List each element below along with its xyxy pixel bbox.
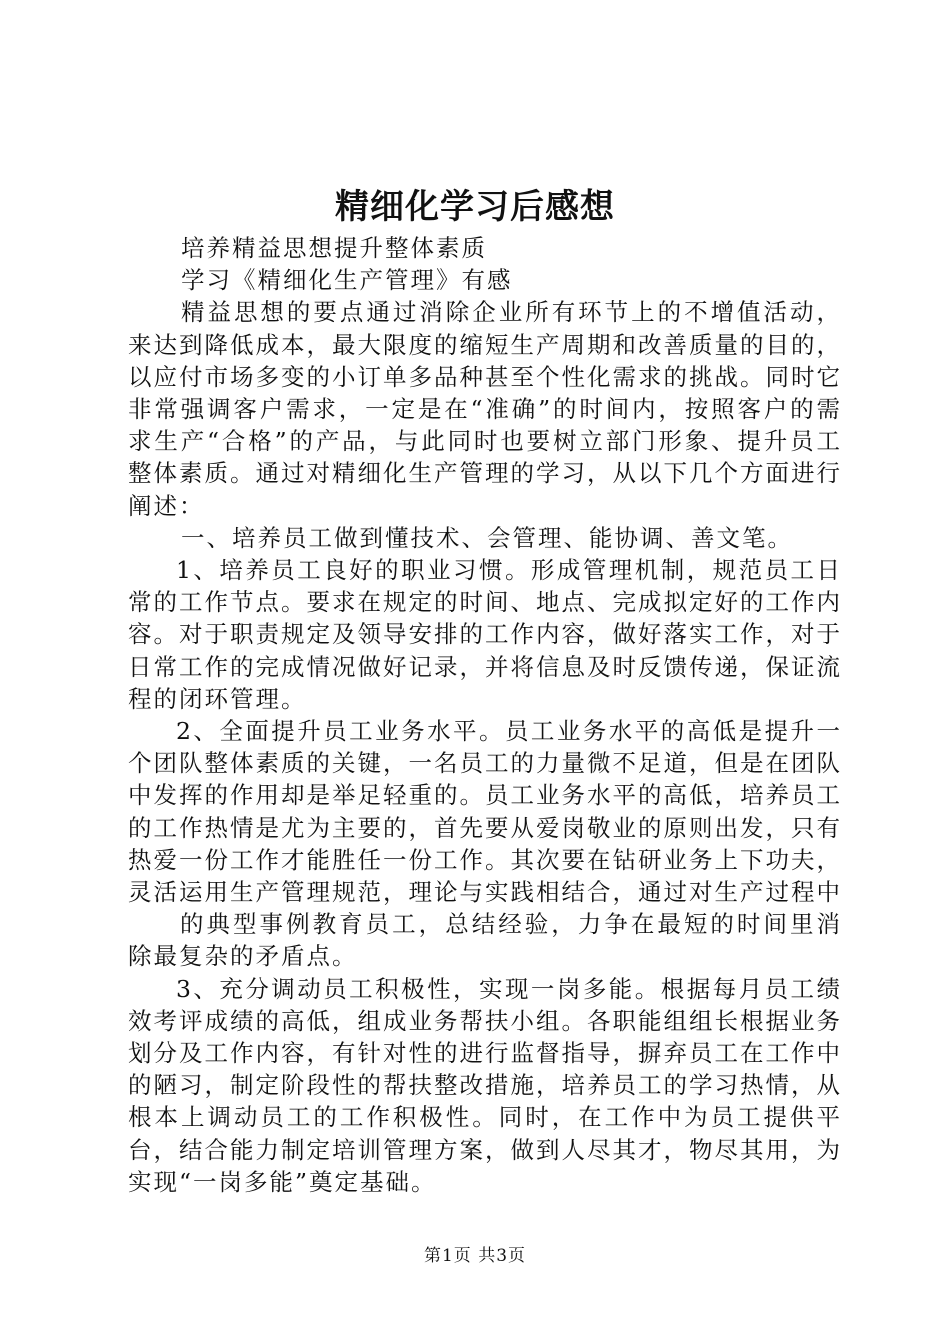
subtitle-line: 培养精益思想提升整体素质 [181, 234, 487, 262]
body-paragraph: 精益思想的要点通过消除企业所有环节上的不增值活动，来达到降低成本，最大限度的缩短生产周期和改善质量的目的，以应付市场多变的小订单多品种甚至个性化需求的挑战。同时它非常强调客户需求，一定是在“准确”的时间内，按照客户的需求生产“合格”的产品，与此同时也要树立部门形象、提升员工整体素质。通过对精细化生产管理的学习，从以下几个方面进行阐述： [128, 298, 842, 520]
document-title: 精细化学习后感想 [335, 187, 615, 227]
document-body [128, 232, 842, 1198]
subtitle-line: 学习《精细化生产管理》有感 [181, 266, 513, 295]
page-number-footer: 第1页 共3页 [423, 1246, 527, 1266]
body-paragraph: 1、培养员工良好的职业习惯。形成管理机制，规范员工日常的工作节点。要求在规定的时间、地点、完成拟定好的工作内容。对于职责规定及领导安排的工作内容，做好落实工作，对于日常工作的完成情况做好记录，并将信息及时反馈传递，保证流程的闭环管理。 [128, 556, 842, 713]
body-paragraph: 2、全面提升员工业务水平。员工业务水平的高低是提升一个团队整体素质的关键，一名员工的力量微不足道，但是在团队中发挥的作用却是举足轻重的。员工业务水平的高低，培养员工的工作热情是尤为主要的，首先要从爱岗敬业的原则出发，只有热爱一份工作才能胜任一份工作。其次要在钻研业务上下功夫，灵活运用生产管理规范，理论与实践相结合，通过对生产过程中 [128, 717, 842, 907]
section-heading: 一、培养员工做到懂技术、会管理、能协调、善文笔。 [181, 523, 793, 552]
body-paragraph: 3、充分调动员工积极性，实现一岗多能。根据每月员工绩效考评成绩的高低，组成业务帮扶小组。各职能组组长根据业务划分及工作内容，有针对性的进行监督指导，摒弃员工在工作中的陋习，制定阶段性的帮扶整改措施，培养员工的学习热情，从根本上调动员工的工作积极性。同时，在工作中为员工提供平台，结合能力制定培训管理方案，做到人尽其才，物尽其用，为实现“一岗多能”奠定基础。 [128, 974, 842, 1196]
body-paragraph: 的典型事例教育员工，总结经验，力争在最短的时间里消除最复杂的矛盾点。 [128, 910, 842, 971]
